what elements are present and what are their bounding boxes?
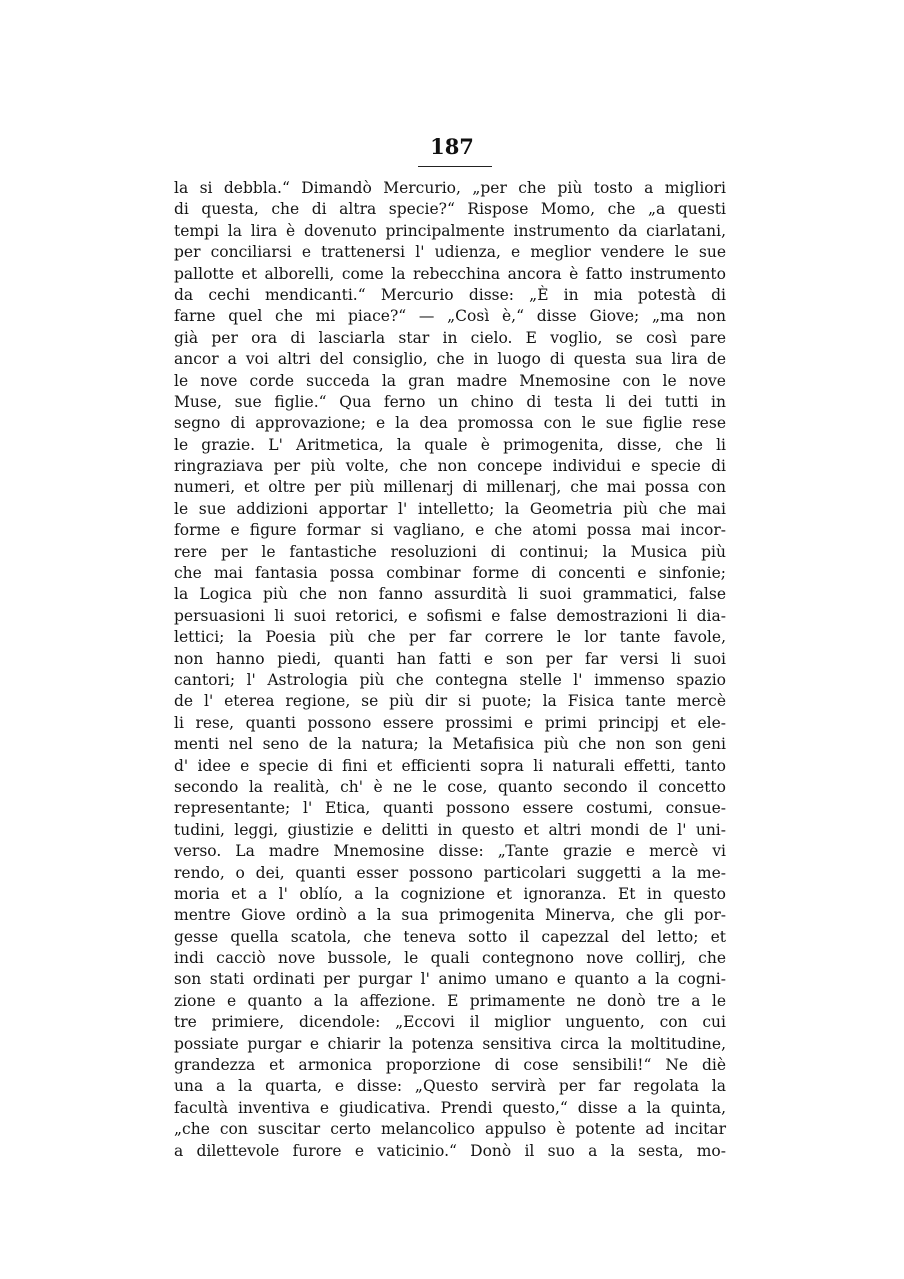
text-line: indi cacciò nove bussole, le quali contegnono nove collirj, che: [174, 949, 726, 968]
text-line: le grazie. L' Aritmetica, la quale è primogenita, disse, che li: [174, 435, 726, 454]
text-line: persuasioni li suoi retorici, e sofismi e false demostrazioni li dia-: [174, 606, 726, 625]
text-line: grandezza et armonica proporzione di cose sensibili!“ Ne diè: [174, 1056, 726, 1075]
text-line: che mai fantasia possa combinar forme di concenti e sinfonie;: [174, 564, 726, 583]
text-line: li rese, quanti possono essere prossimi e primi principj et ele-: [174, 713, 726, 732]
text-line: tre primiere, dicendole: „Eccovi il miglior unguento, con cui: [174, 1013, 726, 1032]
text-line: ringraziava per più volte, che non concepe individui e specie di: [174, 457, 726, 476]
text-line: numeri, et oltre per più millenarj di millenarj, che mai possa con: [174, 478, 726, 497]
text-line: rendo, o dei, quanti esser possono particolari suggetti a la me-: [174, 863, 726, 882]
text-line: representante; l' Etica, quanti possono essere costumi, consue-: [174, 799, 726, 818]
text-line: zione e quanto a la affezione. E primamente ne donò tre a le: [174, 991, 726, 1010]
text-line: farne quel che mi piace?“ — „Così è,“ disse Giove; „ma non: [174, 307, 726, 326]
text-line: mentre Giove ordinò a la sua primogenita Minerva, che gli por-: [174, 906, 726, 925]
text-line: le sue addizioni apportar l' intelletto; la Geometria più che mai: [174, 499, 726, 518]
page-number: 187: [430, 134, 474, 159]
text-line: „che con suscitar certo melancolico appulso è potente ad incitar: [174, 1120, 726, 1139]
text-line: Muse, sue figlie.“ Qua ferno un chino di testa li dei tutti in: [174, 392, 726, 411]
text-line: a dilettevole furore e vaticinio.“ Donò il suo a la sesta, mo-: [174, 1141, 726, 1160]
text-line: già per ora di lasciarla star in cielo. E voglio, se così pare: [174, 328, 726, 347]
text-line: facultà inventiva e giudicativa. Prendi questo,“ disse a la quinta,: [174, 1098, 726, 1117]
text-line: la si debbla.“ Dimandò Mercurio, „per che più tosto a migliori: [174, 179, 726, 197]
text-line: una a la quarta, e disse: „Questo servirà per far regolata la: [174, 1077, 726, 1096]
text-line: lettici; la Poesia più che per far correre le lor tante favole,: [174, 628, 726, 647]
body-text: [174, 178, 726, 1162]
text-line: di questa, che di altra specie?“ Rispose Momo, che „a questi: [174, 200, 726, 219]
text-line: la Logica più che non fanno assurdità li suoi grammatici, false: [174, 585, 726, 604]
text-line: moria et a l' oblío, a la cognizione et ignoranza. Et in questo: [174, 884, 726, 903]
text-line: le nove corde succeda la gran madre Mnemosine con le nove: [174, 371, 726, 390]
text-line: pallotte et alborelli, come la rebecchina ancora è fatto instrumento: [174, 264, 726, 283]
text-line: verso. La madre Mnemosine disse: „Tante grazie e mercè vi: [174, 842, 726, 861]
text-line: gesse quella scatola, che teneva sotto il capezzal del letto; et: [174, 927, 726, 946]
text-line: tempi la lira è dovenuto principalmente instrumento da ciarlatani,: [174, 221, 726, 240]
text-line: cantori; l' Astrologia più che contegna stelle l' immenso spazio: [174, 670, 726, 689]
text-line: possiate purgar e chiarir la potenza sensitiva circa la moltitudine,: [174, 1034, 726, 1053]
text-line: secondo la realità, ch' è ne le cose, quanto secondo il concetto: [174, 777, 726, 796]
text-line: rere per le fantastiche resoluzioni di continui; la Musica più: [174, 542, 726, 561]
text-line: per conciliarsi e trattenersi l' udienza, e meglior vendere le sue: [174, 243, 726, 262]
text-line: non hanno piedi, quanti han fatti e son per far versi li suoi: [174, 649, 726, 668]
text-line: de l' eterea regione, se più dir si puote; la Fisica tante mercè: [174, 692, 726, 711]
text-line: ancor a voi altri del consiglio, che in luogo di questa sua lira de: [174, 350, 726, 369]
text-line: segno di approvazione; e la dea promossa con le sue figlie rese: [174, 414, 726, 433]
text-line: forme e figure formar si vagliano, e che atomi possa mai incor-: [174, 521, 726, 540]
text-line: da cechi mendicanti.“ Mercurio disse: „È in mia potestà di: [174, 285, 726, 304]
text-line: son stati ordinati per purgar l' animo umano e quanto a la cogni-: [174, 970, 726, 989]
text-line: d' idee e specie di fini et efficienti sopra li naturali effetti, tanto: [174, 756, 726, 775]
text-line: menti nel seno de la natura; la Metafisica più che non son geni: [174, 735, 726, 754]
text-line: tudini, leggi, giustizie e delitti in questo et altri mondi de l' uni-: [174, 820, 726, 839]
header-rule: [418, 166, 492, 167]
